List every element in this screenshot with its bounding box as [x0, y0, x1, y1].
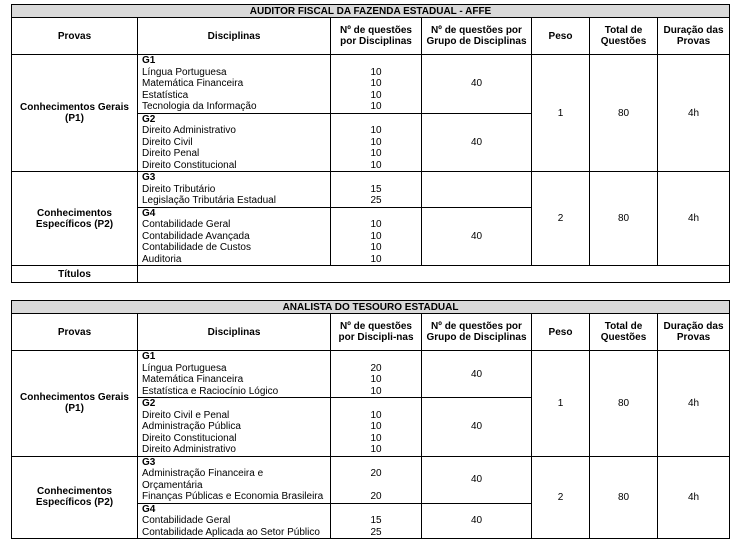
titulos-label: Títulos [12, 266, 138, 283]
discipline: Administração Financeira e Orçamentária [142, 468, 264, 491]
header-num-grupo: Nº de questões por Grupo de Disciplinas [422, 314, 532, 351]
header-duracao: Duração das Provas [658, 18, 730, 55]
discipline: Contabilidade de Custos [142, 242, 251, 253]
header-num-questoes: Nº de questões por Discipli-nas [331, 314, 422, 351]
group-disciplines [138, 113, 331, 172]
group-label: G1 [142, 55, 156, 66]
question-count: 10 [370, 125, 382, 136]
question-count: 10 [370, 101, 382, 112]
group-disciplines [138, 398, 331, 457]
group-question-counts [331, 351, 422, 398]
question-count: 10 [370, 230, 382, 242]
question-count: 10 [370, 66, 382, 78]
header-provas: Provas [12, 18, 138, 55]
discipline: Direito Administrativo [142, 125, 236, 136]
duracao-value: 4h [658, 172, 730, 266]
question-count: 20 [370, 491, 382, 502]
question-count: 10 [370, 242, 382, 253]
header-provas: Provas [12, 314, 138, 351]
discipline: Direito Penal [142, 148, 200, 159]
question-count: 10 [370, 385, 382, 397]
discipline: Direito Civil [142, 136, 193, 148]
group-question-counts [331, 207, 422, 266]
group-label: G4 [142, 207, 156, 219]
peso-value: 1 [532, 351, 590, 457]
group-disciplines [138, 456, 331, 503]
group-total: 40 [422, 55, 532, 114]
discipline: Administração Pública [142, 421, 241, 432]
discipline: Língua Portuguesa [142, 362, 227, 374]
header-num-questoes: Nº de questões por Disciplinas [331, 18, 422, 55]
affe-table [11, 4, 730, 283]
peso-value: 2 [532, 456, 590, 539]
question-count: 10 [370, 219, 382, 230]
question-count: 10 [370, 444, 382, 455]
group-disciplines [138, 172, 331, 208]
group-disciplines [138, 55, 331, 114]
question-count: 10 [370, 421, 382, 432]
question-count: 10 [370, 409, 382, 421]
question-count: 10 [370, 148, 382, 159]
header-peso: Peso [532, 314, 590, 351]
total-value: 80 [590, 456, 658, 539]
group-disciplines [138, 503, 331, 539]
group-total: 40 [422, 351, 532, 398]
header-disciplinas: Disciplinas [138, 314, 331, 351]
question-count: 10 [370, 159, 382, 171]
peso-value: 2 [532, 172, 590, 266]
group-total: 40 [422, 113, 532, 172]
discipline: Finanças Públicas e Economia Brasileira [142, 491, 324, 502]
question-count: 10 [370, 374, 382, 385]
discipline: Auditoria [142, 253, 182, 265]
header-disciplinas: Disciplinas [138, 18, 331, 55]
ate-table [11, 300, 730, 539]
discipline: Direito Constitucional [142, 159, 237, 171]
group-disciplines [138, 351, 331, 398]
discipline: Direito Constitucional [142, 432, 237, 444]
question-count: 15 [370, 515, 382, 526]
discipline: Estatística [142, 89, 189, 101]
discipline: Tecnologia da Informação [142, 101, 257, 112]
titulos-cell [138, 266, 730, 283]
header-peso: Peso [532, 18, 590, 55]
question-count: 25 [370, 195, 382, 206]
discipline: Contabilidade Geral [142, 219, 231, 230]
discipline: Matemática Financeira [142, 374, 244, 385]
group-question-counts [331, 113, 422, 172]
question-count: 10 [370, 136, 382, 148]
group-label: G2 [142, 398, 156, 409]
question-count: 10 [370, 253, 382, 265]
discipline: Direito Administrativo [142, 444, 236, 455]
prova-name: Conhecimentos Gerais (P1) [12, 55, 138, 172]
group-question-counts [331, 456, 422, 503]
group-question-counts [331, 55, 422, 114]
header-num-grupo: Nº de questões por Grupo de Disciplinas [422, 18, 532, 55]
table-title: ANALISTA DO TESOURO ESTADUAL [12, 301, 730, 314]
question-count: 10 [370, 432, 382, 444]
discipline: Língua Portuguesa [142, 66, 227, 78]
prova-name: Conhecimentos Específicos (P2) [12, 456, 138, 539]
group-question-counts [331, 398, 422, 457]
prova-name: Conhecimentos Específicos (P2) [12, 172, 138, 266]
question-count: 20 [370, 468, 382, 479]
discipline: Direito Civil e Penal [142, 409, 230, 421]
group-question-counts [331, 172, 422, 208]
discipline: Estatística e Raciocínio Lógico [142, 385, 279, 397]
group-question-counts [331, 503, 422, 539]
group-label: G2 [142, 113, 156, 125]
discipline: Contabilidade Avançada [142, 230, 250, 242]
total-value: 80 [590, 55, 658, 172]
prova-name: Conhecimentos Gerais (P1) [12, 351, 138, 457]
discipline: Contabilidade Geral [142, 515, 231, 526]
question-count: 20 [370, 362, 382, 374]
question-count: 10 [370, 78, 382, 89]
group-total: 40 [422, 456, 532, 503]
question-count: 25 [370, 526, 382, 538]
peso-value: 1 [532, 55, 590, 172]
discipline: Direito Tributário [142, 183, 216, 195]
question-count: 10 [370, 89, 382, 101]
total-value: 80 [590, 351, 658, 457]
total-value: 80 [590, 172, 658, 266]
group-total: 40 [422, 398, 532, 457]
duracao-value: 4h [658, 351, 730, 457]
header-duracao: Duração das Provas [658, 314, 730, 351]
question-count: 15 [370, 183, 382, 195]
group-label: G3 [142, 456, 156, 468]
group-label: G3 [142, 172, 156, 183]
group-total: 40 [422, 207, 532, 266]
discipline: Matemática Financeira [142, 78, 244, 89]
group-label: G1 [142, 351, 156, 362]
table-title: AUDITOR FISCAL DA FAZENDA ESTADUAL - AFFE [12, 5, 730, 18]
discipline: Contabilidade Aplicada ao Setor Público [142, 526, 320, 538]
header-total: Total de Questões [590, 314, 658, 351]
duracao-value: 4h [658, 55, 730, 172]
header-total: Total de Questões [590, 18, 658, 55]
group-total [422, 172, 532, 208]
group-total: 40 [422, 503, 532, 539]
group-label: G4 [142, 503, 156, 515]
group-disciplines [138, 207, 331, 266]
duracao-value: 4h [658, 456, 730, 539]
discipline: Legislação Tributária Estadual [142, 195, 276, 206]
